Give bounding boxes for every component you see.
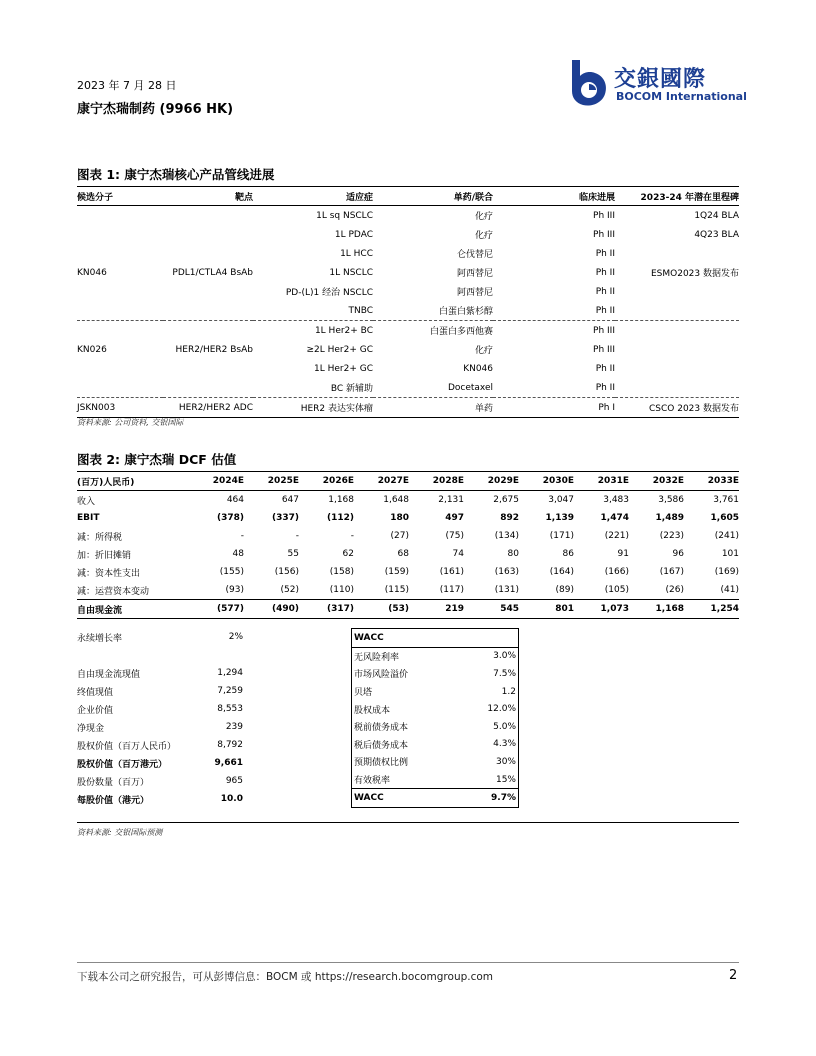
figure2-title: 图表 2: 康宁杰瑞 DCF 估值 [77, 452, 237, 467]
dcf-header-year: 2029E [464, 472, 519, 491]
pipeline-cell: 白蛋白多西他赛 [373, 321, 493, 341]
pipeline-cell: 化疗 [474, 231, 493, 241]
wacc-value: 1.2 [501, 686, 516, 697]
valuation-label [77, 646, 206, 664]
pipeline-row [77, 282, 739, 301]
dcf-value: (337) [271, 513, 299, 523]
dcf-row-label: 收入 [77, 496, 96, 507]
valuation-value: 8,792 [217, 740, 243, 750]
dcf-value: 647 [281, 495, 299, 505]
wacc-value: 3.0% [493, 651, 516, 662]
dcf-value: 545 [464, 600, 519, 619]
pipeline-cell [615, 301, 739, 321]
pipeline-cell: Ph III [493, 321, 615, 341]
wacc-row [352, 771, 519, 789]
dcf-row-label: 减：运营资本变动 [77, 586, 150, 597]
company-title: 康宁杰瑞制药 (9966 HK) [77, 102, 234, 117]
valuation-value: 9,661 [214, 758, 243, 768]
valuation-value: 965 [225, 776, 243, 786]
valuation-value: 10.0 [220, 794, 243, 804]
wacc-row [352, 700, 519, 718]
wacc-value: 4.3% [493, 739, 516, 750]
dcf-value: (156) [274, 567, 299, 577]
dcf-value: (41) [720, 585, 739, 595]
dcf-value: (89) [555, 585, 574, 595]
valuation-label: 股权价值（百万人民币） [77, 741, 177, 752]
figure2-source: 资料来源: 交银国际预测 [77, 828, 163, 837]
pipeline-cell: CSCO 2023 数据发布 [615, 398, 739, 418]
pipeline-cell: HER2/HER2 BsAb [175, 344, 253, 355]
pipeline-cell: HER2 表达实体瘤 [253, 398, 373, 418]
dcf-value: 74 [452, 549, 464, 559]
pipeline-cell: Ph I [493, 398, 615, 418]
pipeline-cell: 仑伐替尼 [456, 250, 493, 260]
dcf-value: 1,474 [600, 513, 629, 523]
dcf-value: 1,073 [574, 600, 629, 619]
wacc-result-value: 9.7% [458, 789, 518, 808]
pipeline-header-row [77, 187, 739, 206]
pipeline-cell: 化疗 [474, 346, 493, 356]
dcf-value: 55 [287, 549, 299, 559]
valuation-label: 股权价值（百万港元） [77, 759, 168, 770]
dcf-value: 3,483 [603, 495, 629, 505]
dcf-value: (164) [549, 567, 574, 577]
header-indication: 适应症 [253, 187, 373, 206]
dcf-value: 96 [672, 549, 684, 559]
pipeline-cell: 化疗 [474, 212, 493, 222]
dcf-value: (161) [439, 567, 464, 577]
dcf-value: 2,675 [493, 495, 519, 505]
dcf-header-year: 2024E [189, 472, 244, 491]
pipeline-row [77, 301, 739, 321]
wacc-row [352, 647, 519, 665]
pipeline-cell: ESMO2023 数据发布 [650, 269, 739, 279]
pipeline-cell [77, 301, 163, 321]
dcf-value: (131) [494, 585, 519, 595]
pipeline-row [77, 378, 739, 398]
section-divider [77, 822, 739, 823]
dcf-value: 101 [721, 549, 739, 559]
dcf-value: 3,047 [548, 495, 574, 505]
pipeline-cell: Ph II [595, 286, 615, 297]
wacc-label: 市场风险溢价 [354, 670, 409, 681]
pipeline-cell: Ph II [595, 248, 615, 259]
dcf-row-label: EBIT [77, 513, 100, 523]
dcf-value: - [240, 531, 244, 541]
pipeline-cell: JSKN003 [77, 398, 163, 418]
pipeline-cell [163, 359, 253, 378]
dcf-value: (110) [329, 585, 354, 595]
dcf-row [77, 527, 739, 545]
pipeline-cell [615, 378, 739, 398]
bocom-logo-icon [568, 58, 610, 108]
dcf-value: (134) [494, 531, 519, 541]
pipeline-row [77, 263, 739, 282]
valuation-value: 239 [225, 722, 243, 732]
pipeline-cell [615, 340, 739, 359]
dcf-value: (577) [189, 600, 244, 619]
pipeline-cell [77, 378, 163, 398]
valuation-label: 股份数量（百万） [77, 777, 150, 788]
valuation-row [77, 664, 243, 682]
header-milestone: 2023-24 年潜在里程碑 [615, 187, 739, 206]
wacc-value: 7.5% [493, 668, 516, 679]
dcf-row-label: 加：折旧摊销 [77, 550, 132, 561]
dcf-header-year: 2025E [244, 472, 299, 491]
pipeline-cell [77, 321, 163, 341]
dcf-header-year: 2026E [299, 472, 354, 491]
dcf-header-row [77, 472, 739, 491]
dcf-value: 48 [232, 549, 244, 559]
dcf-value: 3,761 [713, 495, 739, 505]
wacc-value: 15% [495, 774, 516, 785]
pipeline-row [77, 321, 739, 341]
dcf-value: 62 [342, 549, 354, 559]
dcf-value: 1,648 [383, 495, 409, 505]
valuation-row [77, 754, 243, 772]
wacc-value: 5.0% [493, 721, 516, 732]
dcf-row [77, 509, 739, 527]
wacc-label: 贝塔 [354, 688, 373, 699]
pipeline-cell: 1L Her2+ GC [314, 363, 373, 374]
valuation-row [77, 628, 243, 646]
pipeline-cell [163, 206, 253, 226]
dcf-value: (75) [445, 531, 464, 541]
wacc-row [352, 736, 519, 754]
dcf-value: (378) [216, 513, 244, 523]
dcf-header-year: 2033E [684, 472, 739, 491]
pipeline-cell: BC 新辅助 [330, 384, 373, 394]
pipeline-cell [77, 282, 163, 301]
valuation-row [77, 790, 243, 808]
pipeline-cell [615, 321, 739, 341]
dcf-row [77, 491, 739, 510]
wacc-result-row [352, 789, 519, 808]
pipeline-cell: 1Q24 BLA [694, 210, 739, 221]
pipeline-row [77, 359, 739, 378]
dcf-value: (26) [665, 585, 684, 595]
wacc-box [351, 628, 519, 808]
dcf-value: 892 [500, 513, 519, 523]
figure1-title: 图表 1: 康宁杰瑞核心产品管线进展 [77, 167, 275, 182]
logo-chinese-name: 交銀國際 [614, 67, 707, 92]
dcf-value: (169) [714, 567, 739, 577]
pipeline-cell: 单药 [373, 398, 493, 418]
valuation-label: 永续增长率 [77, 633, 123, 644]
dcf-row-label: 减：资本性支出 [77, 568, 141, 579]
pipeline-cell: Docetaxel [447, 382, 493, 393]
dcf-value: (115) [384, 585, 409, 595]
pipeline-cell [163, 378, 253, 398]
pipeline-cell: 阿西替尼 [456, 288, 493, 298]
pipeline-row [77, 206, 739, 226]
pipeline-row [77, 398, 739, 418]
dcf-header-year: 2032E [629, 472, 684, 491]
wacc-label: 税后债务成本 [354, 740, 409, 751]
dcf-value: (53) [354, 600, 409, 619]
pipeline-cell: 1L PDAC [334, 229, 373, 240]
dcf-header-year: 2027E [354, 472, 409, 491]
pipeline-cell: TNBC [348, 305, 373, 316]
pipeline-cell [163, 301, 253, 321]
valuation-label: 自由现金流现值 [77, 669, 141, 680]
dcf-header-year: 2031E [574, 472, 629, 491]
pipeline-cell: 1L sq NSCLC [316, 210, 373, 221]
wacc-label: 税前债务成本 [354, 723, 409, 734]
header-molecule: 候选分子 [77, 187, 163, 206]
dcf-value: 1,489 [655, 513, 684, 523]
dcf-value: 86 [562, 549, 574, 559]
dcf-value: 180 [390, 513, 409, 523]
wacc-row [352, 753, 519, 771]
dcf-value: (155) [219, 567, 244, 577]
dcf-value: (163) [494, 567, 519, 577]
header-combo: 单药/联合 [373, 187, 493, 206]
wacc-row [352, 665, 519, 683]
wacc-row [352, 718, 519, 736]
pipeline-cell: Ph II [595, 363, 615, 374]
valuation-row [77, 718, 243, 736]
dcf-header-year: 2028E [409, 472, 464, 491]
valuation-label: 净现金 [77, 723, 105, 734]
pipeline-row [77, 244, 739, 263]
dcf-value: 2,131 [438, 495, 464, 505]
pipeline-cell: Ph III [593, 229, 615, 240]
dcf-row [77, 563, 739, 581]
dcf-value: (221) [604, 531, 629, 541]
dcf-value: (27) [390, 531, 409, 541]
wacc-label: 预期债权比例 [354, 758, 409, 769]
header-target: 靶点 [163, 187, 253, 206]
pipeline-cell [77, 359, 163, 378]
valuation-label: 企业价值 [77, 705, 114, 716]
pipeline-cell: KN026 [77, 344, 107, 355]
pipeline-cell: PDL1/CTLA4 BsAb [172, 267, 253, 278]
valuation-row [77, 700, 243, 718]
dcf-value: 1,254 [684, 600, 739, 619]
pipeline-cell: KN046 [463, 363, 493, 374]
pipeline-cell [163, 321, 253, 341]
wacc-label: 有效税率 [354, 776, 391, 787]
dcf-value: (490) [244, 600, 299, 619]
pipeline-cell: Ph II [595, 382, 615, 393]
valuation-summary [77, 628, 243, 808]
dcf-value: (167) [659, 567, 684, 577]
dcf-row [77, 545, 739, 563]
dcf-value: 68 [397, 549, 409, 559]
pipeline-cell: KN046 [77, 267, 107, 278]
pipeline-cell: Ph II [595, 267, 615, 278]
pipeline-cell: Ph III [593, 344, 615, 355]
wacc-result-label: WACC [352, 789, 459, 808]
pipeline-cell: ≥2L Her2+ GC [306, 344, 373, 355]
wacc-row [352, 683, 519, 701]
pipeline-cell [163, 282, 253, 301]
wacc-title: WACC [352, 629, 519, 648]
valuation-row [77, 646, 243, 664]
page-number: 2 [729, 968, 738, 983]
pipeline-cell [615, 359, 739, 378]
pipeline-cell: Ph II [595, 305, 615, 316]
header-phase: 临床进展 [493, 187, 615, 206]
pipeline-cell [163, 244, 253, 263]
dcf-row-label: 自由现金流 [77, 600, 189, 619]
dcf-row-label: 减：所得税 [77, 532, 123, 543]
wacc-label: 无风险利率 [354, 652, 400, 663]
pipeline-cell: HER2/HER2 ADC [163, 398, 253, 418]
dcf-value: 1,168 [629, 600, 684, 619]
valuation-value: 8,553 [217, 704, 243, 714]
valuation-value: 2% [228, 632, 243, 642]
dcf-row [77, 600, 739, 619]
dcf-header-label: (百万)人民币) [77, 472, 189, 491]
dcf-value: (52) [280, 585, 299, 595]
valuation-row [77, 736, 243, 754]
valuation-label: 每股价值（港元） [77, 795, 150, 806]
footer-text: 下载本公司之研究报告，可从彭博信息：BOCM 或 https://research.bocomgroup.com [77, 971, 494, 983]
pipeline-cell: 1L HCC [340, 248, 373, 259]
logo-english-name: BOCOM International [616, 90, 747, 103]
dcf-value: 219 [409, 600, 464, 619]
valuation-row [77, 682, 243, 700]
valuation-value [206, 646, 243, 664]
dcf-value: (241) [714, 531, 739, 541]
dcf-value: - [350, 531, 354, 541]
pipeline-cell: Ph III [593, 210, 615, 221]
dcf-value: (317) [299, 600, 354, 619]
pipeline-cell: 1L Her2+ BC [253, 321, 373, 341]
pipeline-table [77, 186, 739, 418]
pipeline-cell [77, 206, 163, 226]
dcf-value: 1,605 [710, 513, 739, 523]
dcf-value: 3,586 [658, 495, 684, 505]
dcf-value: - [295, 531, 299, 541]
dcf-value: (105) [604, 585, 629, 595]
dcf-value: (166) [604, 567, 629, 577]
dcf-value: 1,139 [545, 513, 574, 523]
dcf-value: (93) [225, 585, 244, 595]
figure1-source: 资料来源: 公司资料, 交银国际 [77, 418, 184, 427]
dcf-value: (158) [329, 567, 354, 577]
footer-divider [77, 962, 739, 963]
valuation-value: 7,259 [217, 686, 243, 696]
pipeline-cell: 1L NSCLC [329, 267, 373, 278]
pipeline-cell [615, 244, 739, 263]
wacc-value: 12.0% [487, 704, 516, 715]
pipeline-cell: PD-(L)1 经治 NSCLC [285, 288, 373, 298]
dcf-value: 464 [226, 495, 244, 505]
report-date: 2023 年 7 月 28 日 [77, 79, 177, 92]
pipeline-cell [77, 225, 163, 244]
dcf-value: 497 [445, 513, 464, 523]
dcf-value: 1,168 [328, 495, 354, 505]
dcf-value: (171) [549, 531, 574, 541]
pipeline-cell: 白蛋白紫杉醇 [438, 307, 493, 317]
pipeline-row [77, 225, 739, 244]
pipeline-cell [163, 225, 253, 244]
dcf-value: 80 [507, 549, 519, 559]
dcf-value: (223) [659, 531, 684, 541]
dcf-table [77, 471, 739, 619]
dcf-value: (159) [384, 567, 409, 577]
valuation-value: 1,294 [217, 668, 243, 678]
wacc-label: 股权成本 [354, 705, 391, 716]
pipeline-cell [77, 244, 163, 263]
pipeline-cell: 阿西替尼 [456, 269, 493, 279]
dcf-header-year: 2030E [519, 472, 574, 491]
pipeline-cell: 4Q23 BLA [694, 229, 739, 240]
dcf-row [77, 581, 739, 600]
valuation-row [77, 772, 243, 790]
dcf-value: (112) [326, 513, 354, 523]
bocom-logo [568, 58, 748, 110]
wacc-value: 30% [495, 756, 516, 767]
pipeline-cell [615, 282, 739, 301]
pipeline-row [77, 340, 739, 359]
dcf-value: 801 [519, 600, 574, 619]
dcf-value: (117) [439, 585, 464, 595]
wacc-header-row [352, 629, 519, 648]
valuation-label: 终值现值 [77, 687, 114, 698]
dcf-value: 91 [617, 549, 629, 559]
